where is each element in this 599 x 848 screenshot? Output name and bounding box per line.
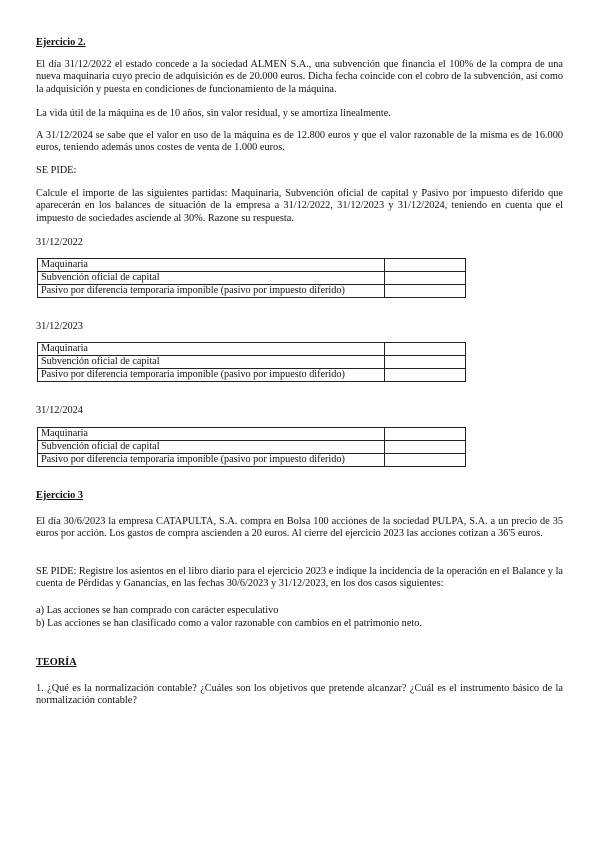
case-b: b) Las acciones se han clasificado como a valor razonable con cambios en el patrimonio neto.	[36, 618, 422, 629]
table-row	[38, 356, 466, 369]
table-row	[38, 454, 466, 467]
exercise-2-se-pide: SE PIDE:	[36, 165, 77, 176]
row-label: Pasivo por diferencia temporaria imponible (pasivo por impuesto diferido)	[38, 369, 385, 382]
amount-cell	[385, 428, 466, 441]
amount-cell	[385, 272, 466, 285]
balance-table-2022	[37, 258, 466, 298]
exercise-2-statement: El día 31/12/2022 el estado concede a la sociedad ALMEN S.A., una subvención que financia el 100% de la compra de una nueva maquinaria cuyo precio de adquisición es de 20.000 euros. Dicha fecha coincide con el cobro de la subvención, así como la adquisición y puesta en condiciones de funcionamiento de la máquina.	[36, 59, 563, 95]
table-row	[38, 272, 466, 285]
amount-cell	[385, 285, 466, 298]
table-row	[38, 441, 466, 454]
amount-cell	[385, 343, 466, 356]
amount-cell	[385, 441, 466, 454]
exercise-2-useful-life: La vida útil de la máquina es de 10 años, sin valor residual, y se amortiza linealmente.	[36, 108, 391, 119]
case-a: a) Las acciones se han comprado con carácter especulativo	[36, 605, 279, 616]
table-row	[38, 285, 466, 298]
exercise-2-valuation: A 31/12/2024 se sabe que el valor en uso de la máquina es de 12.800 euros y que el valor razonable de la misma es de 16.000 euros, teniendo además unos costes de venta de 1.000 euros.	[36, 130, 563, 154]
table-row	[38, 343, 466, 356]
row-label: Subvención oficial de capital	[38, 356, 385, 369]
table-row	[38, 259, 466, 272]
table-date-2024: 31/12/2024	[36, 405, 83, 416]
table-row	[38, 369, 466, 382]
row-label: Subvención oficial de capital	[38, 441, 385, 454]
row-label: Maquinaria	[38, 428, 385, 441]
table-date-2023: 31/12/2023	[36, 321, 83, 332]
theory-heading: TEORÍA	[36, 657, 77, 668]
row-label: Maquinaria	[38, 259, 385, 272]
exercise-2-task: Calcule el importe de las siguientes partidas: Maquinaria, Subvención oficial de capital y Pasivo por impuesto diferido que aparecerán en los balances de situación de la empresa a 31/12/2022, 31/12/2023 y 31/12/2024, teniendo en cuenta que el impuesto de sociedades asciende al 30%. Razone su respuesta.	[36, 188, 563, 224]
table-row	[38, 428, 466, 441]
exercise-2-heading: Ejercicio 2.	[36, 37, 86, 48]
theory-question-1: 1. ¿Qué es la normalización contable? ¿Cuáles son los objetivos que pretende alcanzar? ¿Cuál es el instrumento básico de la normalización contable?	[36, 683, 563, 707]
row-label: Pasivo por diferencia temporaria imponible (pasivo por impuesto diferido)	[38, 454, 385, 467]
exercise-3-statement: El día 30/6/2023 la empresa CATAPULTA, S.A. compra en Bolsa 100 acciones de la sociedad PULPA, S.A. a un precio de 35 euros por acción. Los gastos de compra ascienden a 20 euros. Al cierre del ejercicio 2023 las acciones cotizan a 36'5 euros.	[36, 516, 563, 540]
amount-cell	[385, 454, 466, 467]
row-label: Pasivo por diferencia temporaria imponible (pasivo por impuesto diferido)	[38, 285, 385, 298]
balance-table-2023	[37, 342, 466, 382]
exercise-3-task: SE PIDE: Registre los asientos en el libro diario para el ejercicio 2023 e indique la incidencia de la operación en el Balance y la cuenta de Pérdidas y Ganancias, en las fechas 30/6/2023 y 31/12/2023, en los dos casos siguientes:	[36, 566, 563, 590]
amount-cell	[385, 356, 466, 369]
exercise-3-heading: Ejercicio 3	[36, 490, 83, 501]
amount-cell	[385, 369, 466, 382]
table-date-2022: 31/12/2022	[36, 237, 83, 248]
balance-table-2024	[37, 427, 466, 467]
row-label: Maquinaria	[38, 343, 385, 356]
amount-cell	[385, 259, 466, 272]
row-label: Subvención oficial de capital	[38, 272, 385, 285]
